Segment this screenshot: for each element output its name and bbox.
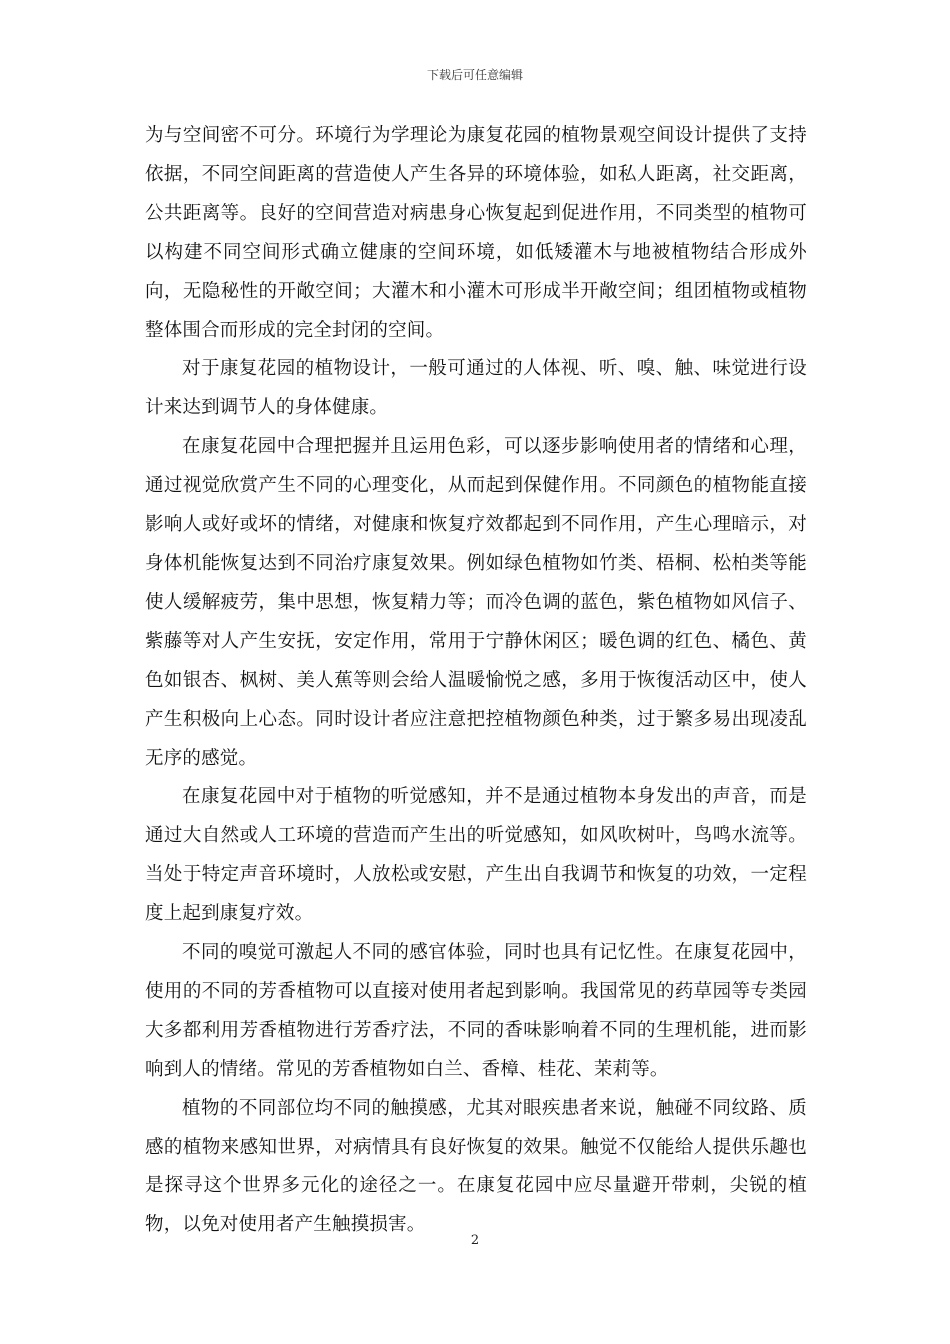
paragraph-5: 不同的嗅觉可激起人不同的感官体验，同时也具有记忆性。在康复花园中，使用的不同的芳香植物可以直接对使用者起到影响。我国常见的药草园等专类园大多都利用芳香植物进行芳香疗法，不同的香味影响着不同的生理机能，进而影响到人的情绪。常见的芳香植物如白兰、香樟、桂花、茉莉等。 <box>145 942 807 1080</box>
paragraph-4: 在康复花园中对于植物的听觉感知，并不是通过植物本身发出的声音，而是通过大自然或人工环境的营造而产生出的听觉感知，如风吹树叶，鸟鸣水流等。当处于特定声音环境时，人放松或安慰，产生出自我调节和恢复的功效，一定程度上起到康复疗效。 <box>145 786 807 925</box>
document-body <box>145 117 807 1245</box>
paragraph-6: 植物的不同部位均不同的触摸感，尤其对眼疾患者来说，触碰不同纹路、质感的植物来感知世界，对病情具有良好恢复的效果。触觉不仅能给人提供乐趣也是探寻这个世界多元化的途径之一。在康复花园中应尽量避开带刺，尖锐的植物，以免对使用者产生触摸损害。 <box>145 1097 807 1236</box>
paragraph-1: 为与空间密不可分。环境行为学理论为康复花园的植物景观空间设计提供了支持依据，不同空间距离的营造使人产生各异的环境体验，如私人距离，社交距离，公共距离等。良好的空间营造对病患身心恢复起到促进作用，不同类型的植物可以构建不同空间形式确立健康的空间环境，如低矮灌木与地被植物结合形成外向，无隐秘性的开敞空间；大灌木和小灌木可形成半开敞空间；组团植物或植物整体围合而形成的完全封闭的空间。 <box>145 125 807 341</box>
page-header: 下载后可任意编辑 <box>426 68 523 82</box>
page-number: 2 <box>470 1233 480 1248</box>
paragraph-2: 对于康复花园的植物设计，一般可通过的人体视、听、嗅、触、味觉进行设计来达到调节人的身体健康。 <box>145 358 807 419</box>
paragraph-3: 在康复花园中合理把握并且运用色彩，可以逐步影响使用者的情绪和心理，通过视觉欣赏产生不同的心理变化，从而起到保健作用。不同颜色的植物能直接影响人或好或坏的情绪，对健康和恢复疗效都起到不同作用，产生心理暗示，对身体机能恢复达到不同治疗康复效果。例如绿色植物如竹类、梧桐、松柏类等能使人缓解疲劳，集中思想，恢复精力等；而冷色调的蓝色，紫色植物如风信子、紫藤等对人产生安抚，安定作用，常用于宁静休闲区；暖色调的红色、橘色、黄色如银杏、枫树、美人蕉等则会给人温暖愉悦之感，多用于恢復活动区中，使人产生积极向上心态。同时设计者应注意把控植物颜色种类，过于繁多易出现凌乱无序的感觉。 <box>145 436 807 769</box>
